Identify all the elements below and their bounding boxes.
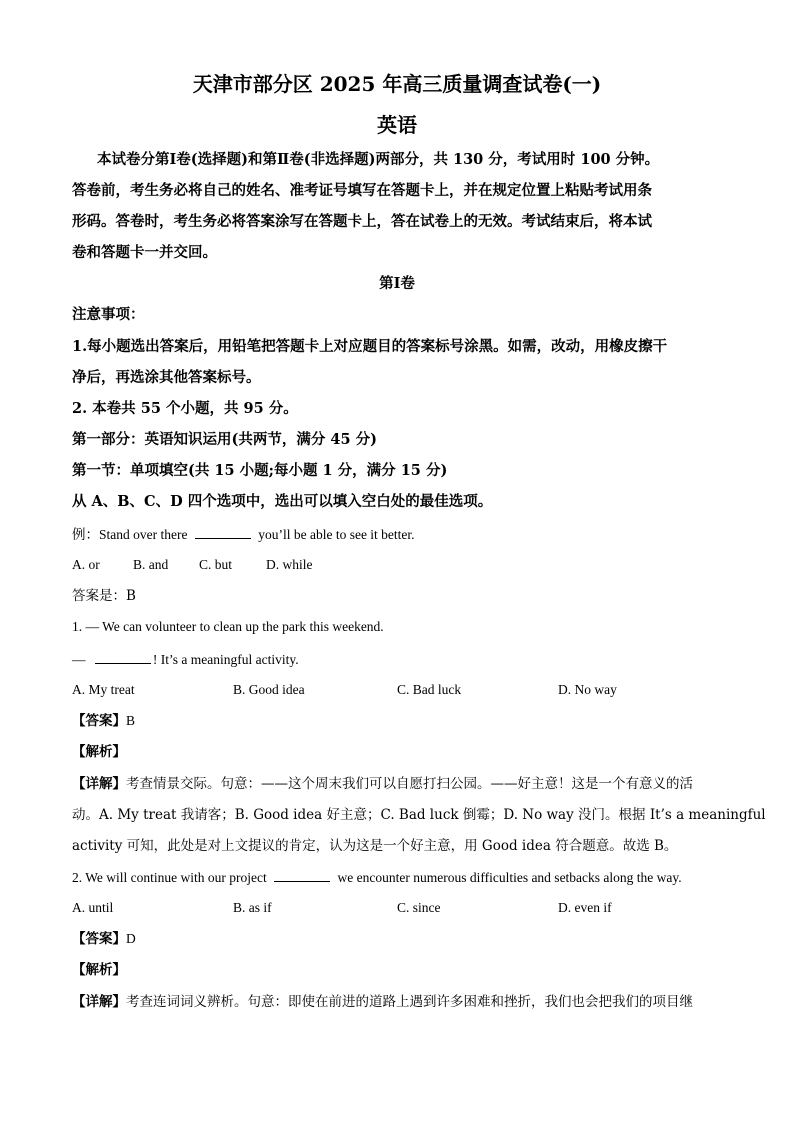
- example-option-b: B. and: [133, 557, 169, 572]
- q1-detail-line-2: 动。A. My treat 我请客；B. Good idea 好主意；C. Bad luck 倒霉；D. No way 没门。根据 It’s a meaningful: [72, 807, 766, 823]
- q1-option-b: B. Good idea: [233, 682, 305, 697]
- example-stem-prefix: 例：Stand over there: [72, 527, 188, 542]
- notes-item-1-line-2: 净后，再选涂其他答案标号。: [72, 369, 261, 386]
- q2-line-1-suffix: we encounter numerous difficulties and setbacks along the way.: [337, 870, 682, 885]
- q2-answer-value: D: [126, 931, 136, 946]
- q1-line-2-suffix: ! It’s a meaningful activity.: [152, 652, 299, 667]
- q1-blank: [95, 651, 151, 664]
- q1-line-2: [72, 651, 299, 668]
- q2-option-b: B. as if: [233, 900, 272, 915]
- intro-line-3: 形码。答卷时，考生务必将答案涂写在答题卡上，答在试卷上的无效。考试结束后，将本试: [72, 213, 652, 230]
- q2-detail-tag: 【详解】: [72, 994, 126, 1010]
- q2-blank: [274, 869, 330, 882]
- q2-option-a: A. until: [72, 900, 114, 915]
- example-stem: [72, 526, 415, 543]
- q2-answer-tag: 【答案】: [72, 931, 126, 947]
- example-option-d: D. while: [266, 557, 313, 572]
- example-option-c: C. but: [199, 557, 233, 572]
- section-1-heading: 第一节：单项填空(共 15 小题;每小题 1 分，满分 15 分): [72, 462, 448, 479]
- q1-answer-value: B: [126, 713, 136, 728]
- q2-detail-line-1-text: 考查连词词义辨析。句意：即使在前进的道路上遇到许多困难和挫折，我们也会把我们的项目继: [126, 994, 693, 1010]
- q1-line-1: 1. — We can volunteer to clean up the park this weekend.: [72, 619, 384, 634]
- section-instruction: 从 A、B、C、D 四个选项中，选出可以填入空白处的最佳选项。: [72, 493, 493, 510]
- q1-answer: [72, 713, 135, 729]
- q1-option-d: D. No way: [558, 682, 617, 697]
- q2-line-1: [72, 869, 682, 886]
- notes-item-2: 2. 本卷共 55 个小题，共 95 分。: [72, 400, 298, 417]
- notes-item-1-line-1: 1.每小题选出答案后，用铅笔把答题卡上对应题目的答案标号涂黑。如需，改动，用橡皮擦干: [72, 338, 668, 355]
- example-blank: [195, 526, 251, 539]
- q1-analysis-tag: 【解析】: [72, 744, 126, 760]
- q2-answer: [72, 931, 136, 947]
- example-option-a: A. or: [72, 557, 100, 572]
- q2-line-1-prefix: 2. We will continue with our project: [72, 870, 267, 885]
- q1-dash: —: [72, 652, 86, 667]
- subject-title: 英语: [377, 113, 417, 137]
- volume-label: 第Ⅰ卷: [379, 275, 415, 292]
- q2-detail-line-1: [72, 994, 693, 1010]
- q1-option-c: C. Bad luck: [397, 682, 462, 697]
- q1-answer-tag: 【答案】: [72, 713, 126, 729]
- q2-analysis-tag: 【解析】: [72, 962, 126, 978]
- example-answer: 答案是：B: [72, 588, 136, 604]
- exam-title: 天津市部分区 2025 年高三质量调查试卷(一): [192, 72, 602, 96]
- q2-option-d: D. even if: [558, 900, 612, 915]
- q1-detail-line-1: [72, 776, 693, 792]
- example-stem-suffix: you’ll be able to see it better.: [258, 527, 415, 542]
- intro-line-2: 答卷前，考生务必将自己的姓名、准考证号填写在答题卡上，并在规定位置上粘贴考试用条: [72, 182, 652, 199]
- q2-option-c: C. since: [397, 900, 441, 915]
- q1-detail-line-3: activity 可知，此处是对上文提议的肯定，认为这是一个好主意，用 Good idea 符合题意。故选 B。: [72, 838, 678, 854]
- q1-option-a: A. My treat: [72, 682, 135, 697]
- intro-line-1: 本试卷分第Ⅰ卷(选择题)和第Ⅱ卷(非选择题)两部分，共 130 分，考试用时 100 分钟。: [97, 151, 660, 168]
- notes-heading: 注意事项：: [72, 306, 145, 323]
- intro-line-4: 卷和答题卡一并交回。: [72, 244, 217, 261]
- part-1-heading: 第一部分：英语知识运用(共两节，满分 45 分): [72, 431, 377, 448]
- q1-detail-tag: 【详解】: [72, 776, 126, 792]
- q1-detail-line-1-text: 考查情景交际。句意：——这个周末我们可以自愿打扫公园。——好主意！这是一个有意义的活: [126, 776, 693, 792]
